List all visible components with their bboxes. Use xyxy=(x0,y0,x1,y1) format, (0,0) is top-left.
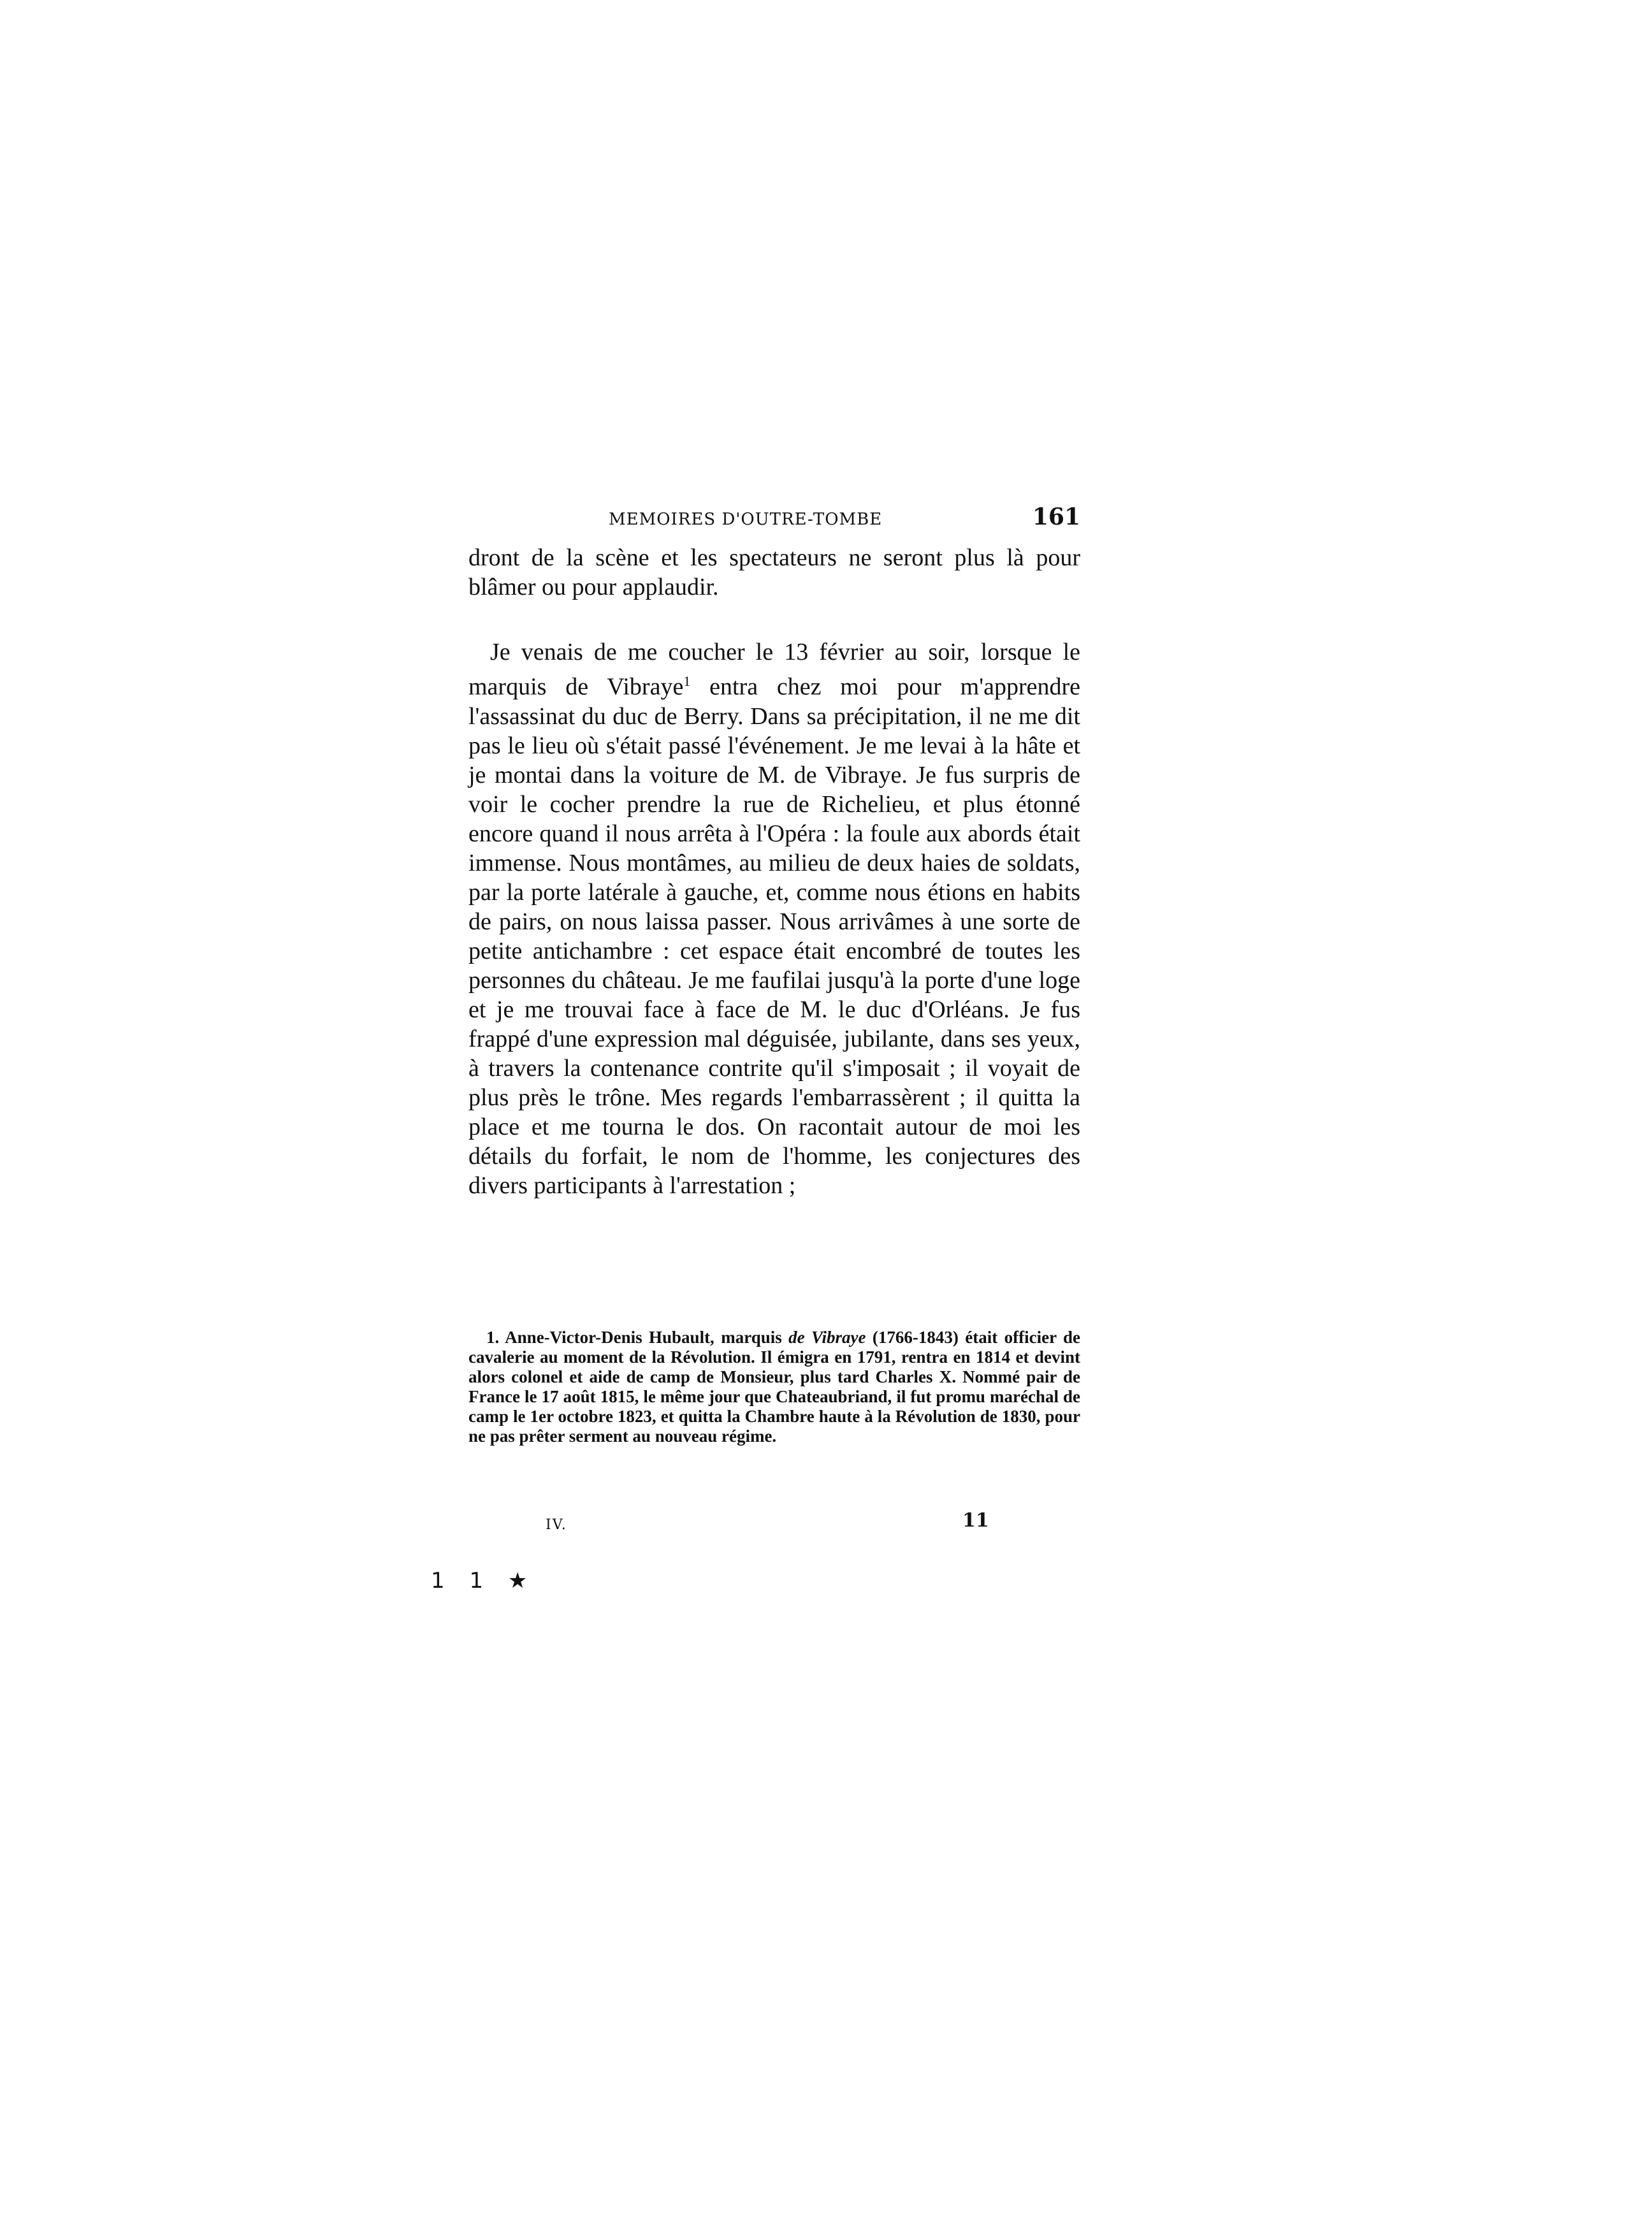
paragraph xyxy=(468,637,1080,1200)
running-title: MEMOIRES D'OUTRE-TOMBE xyxy=(609,510,883,529)
paragraph-text-rest: entra chez moi pour m'apprendre l'assassinat du duc de Berry. Dans sa précipitation, il ne me dit pas le lieu où s'était passé l'événement. Je me levai à la hâte et je montai dans la voiture de M. de Vibraye. Je fus surpris de voir le cocher prendre la rue de Richelieu, et plus étonné encore quand il nous arrêta à l'Opéra : la foule aux abords était immense. Nous montâmes, au milieu de deux haies de soldats, par la porte latérale à gauche, et, comme nous étions en habits de pairs, on nous laissa passer. Nous arrivâmes à une sorte de petite antichambre : cet espace était encombré de toutes les personnes du château. Je me faufilai jusqu'à la porte d'une loge et je me trouvai face à face de M. le duc d'Orléans. Je fus frappé d'une expression mal déguisée, jubilante, dans ses yeux, à travers la contenance contrite qu'il s'imposait ; il voyait de plus près le trône. Mes regards l'embarrassèrent ; il quitta la place et me tourna le dos. On racontait autour de moi les détails du forfait, le nom de l'homme, les conjectures des divers participants à l'arrestation ; xyxy=(468,673,1080,1199)
main-text xyxy=(468,543,1080,1200)
paragraph-text-start: Je venais de me coucher le 13 février au soir, lorsque le marquis de Vibraye xyxy=(468,639,1080,701)
footnote-italic: de Vibraye xyxy=(788,1328,866,1347)
footnote-rest: (1766-1843) était officier de cavalerie au moment de la Révolution. Il émigra en 1791, rentra en 1814 et devint alors colonel et aide de camp de Monsieur, plus tard Charles X. Nommé pair de France le 17 août 1815, le même jour que Chateaubriand, il fut promu maréchal de camp le 1er octobre 1823, et quitta la Chambre haute à la Révolution de 1830, pour ne pas prêter serment au nouveau régime. xyxy=(468,1328,1081,1446)
signature-volume: IV. xyxy=(546,1517,567,1533)
signature-number: 11 xyxy=(962,1509,989,1532)
printer-mark: 1 1 ★ xyxy=(431,1568,537,1594)
page-number: 161 xyxy=(1032,504,1080,530)
footnote xyxy=(468,1328,1080,1446)
running-header xyxy=(468,504,1080,542)
footnote-marker: 1 xyxy=(683,673,691,689)
footnote-text xyxy=(468,1328,1080,1446)
paragraph-continuation: dront de la scène et les spectateurs ne seront plus là pour blâmer ou pour applaudir. xyxy=(468,544,1080,600)
footnote-start: 1. Anne-Victor-Denis Hubault, marquis xyxy=(486,1328,789,1347)
